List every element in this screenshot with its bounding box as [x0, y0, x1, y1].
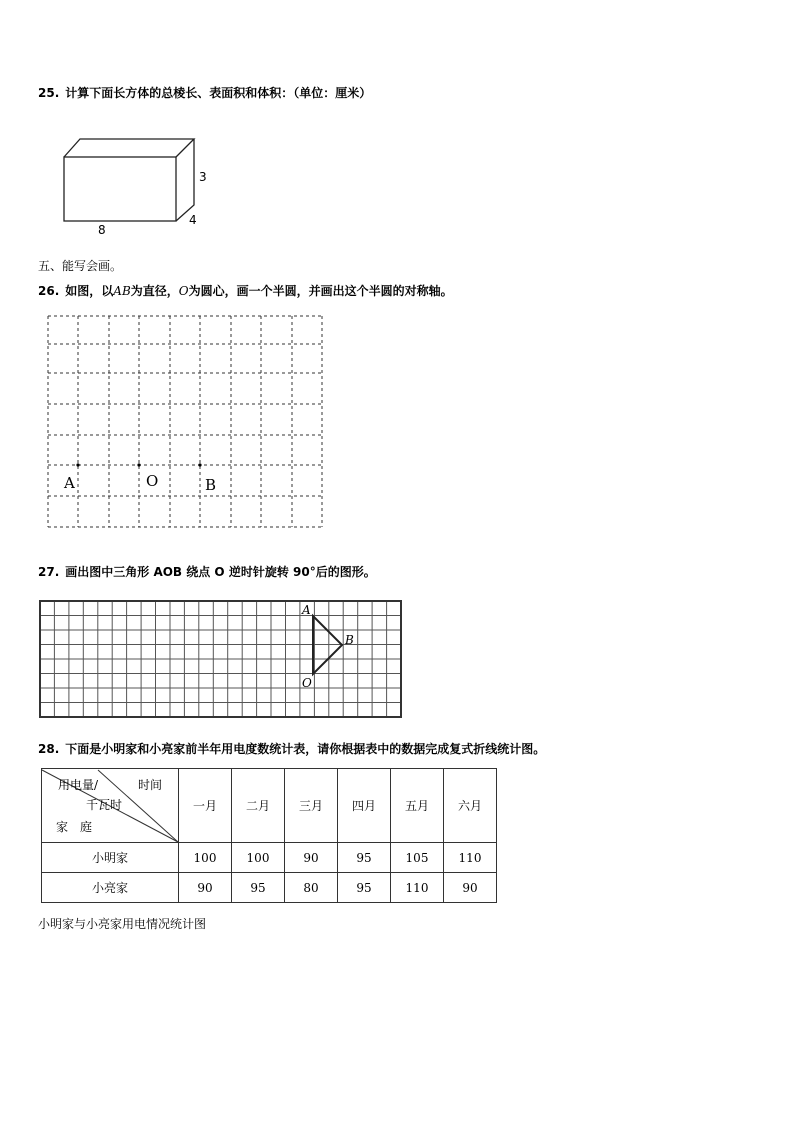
- header-time: 时间: [138, 777, 163, 792]
- electricity-table: [41, 768, 497, 903]
- table-cell: 90: [444, 873, 497, 903]
- point-b-label: B: [205, 476, 217, 494]
- table-cell: 100: [179, 843, 232, 873]
- table-cell: 100: [232, 843, 285, 873]
- question-text-part: 为直径，: [130, 284, 179, 298]
- question-text: 计算下面长方体的总棱长、表面积和体积：（单位：厘米）: [65, 86, 372, 100]
- table-header-row: [42, 769, 497, 843]
- cuboid-width-label: 4: [189, 213, 197, 227]
- table-cell: 95: [232, 873, 285, 903]
- point-o-dot: [137, 463, 140, 466]
- table-cell: 105: [391, 843, 444, 873]
- question-25: [38, 84, 371, 101]
- triangle-point-a-label: A: [302, 603, 311, 617]
- dashed-grid-figure: [48, 316, 323, 531]
- question-26: [38, 282, 453, 299]
- cuboid-height-label: 3: [199, 170, 207, 184]
- table-cell: 95: [338, 873, 391, 903]
- point-b-dot: [198, 463, 201, 466]
- cuboid-figure: [60, 136, 220, 236]
- table-cell: 80: [285, 873, 338, 903]
- point-o-label: O: [146, 472, 159, 490]
- family-name: 小亮家: [42, 873, 179, 903]
- segment-ab-label: AB: [113, 284, 131, 298]
- rotation-grid-figure: [40, 601, 402, 719]
- header-unit: 用电量/: [58, 777, 99, 792]
- table-cell: 95: [338, 843, 391, 873]
- question-28: [38, 740, 545, 757]
- question-text-part: 如图，以: [65, 284, 114, 298]
- month-header: 三月: [285, 769, 338, 843]
- month-header: 六月: [444, 769, 497, 843]
- point-a-label: A: [64, 474, 75, 492]
- table-cell: 90: [179, 873, 232, 903]
- table-row: [42, 843, 497, 873]
- question-27: [38, 563, 376, 580]
- header-unit2: 千瓦时: [86, 797, 123, 812]
- table-row: [42, 873, 497, 903]
- month-header: 四月: [338, 769, 391, 843]
- triangle-point-b-label: B: [345, 633, 354, 647]
- question-number: 28.: [38, 742, 60, 756]
- family-name: 小明家: [42, 843, 179, 873]
- cuboid-length-label: 8: [98, 223, 106, 237]
- chart-title: 小明家与小亮家用电情况统计图: [38, 917, 207, 931]
- month-header: 一月: [179, 769, 232, 843]
- triangle-point-o-label: O: [302, 676, 312, 690]
- section-title: 五、能写会画。: [38, 259, 123, 273]
- question-number: 25.: [38, 86, 60, 100]
- question-number: 26.: [38, 284, 60, 298]
- question-text: 画出图中三角形 AOB 绕点 O 逆时针旋转 90°后的图形。: [65, 565, 376, 579]
- header-family: 家 庭: [56, 819, 93, 834]
- month-header: 五月: [391, 769, 444, 843]
- table-cell: 110: [391, 873, 444, 903]
- month-header: 二月: [232, 769, 285, 843]
- center-o-label: O: [178, 284, 189, 298]
- question-text: 下面是小明家和小亮家前半年用电度数统计表，请你根据表中的数据完成复式折线统计图。: [65, 742, 546, 756]
- table-cell: 90: [285, 843, 338, 873]
- question-number: 27.: [38, 565, 60, 579]
- diagonal-header-cell: [42, 769, 179, 843]
- table-cell: 110: [444, 843, 497, 873]
- point-a-dot: [76, 463, 79, 466]
- question-text-part: 为圆心，画一个半圆，并画出这个半圆的对称轴。: [188, 284, 453, 298]
